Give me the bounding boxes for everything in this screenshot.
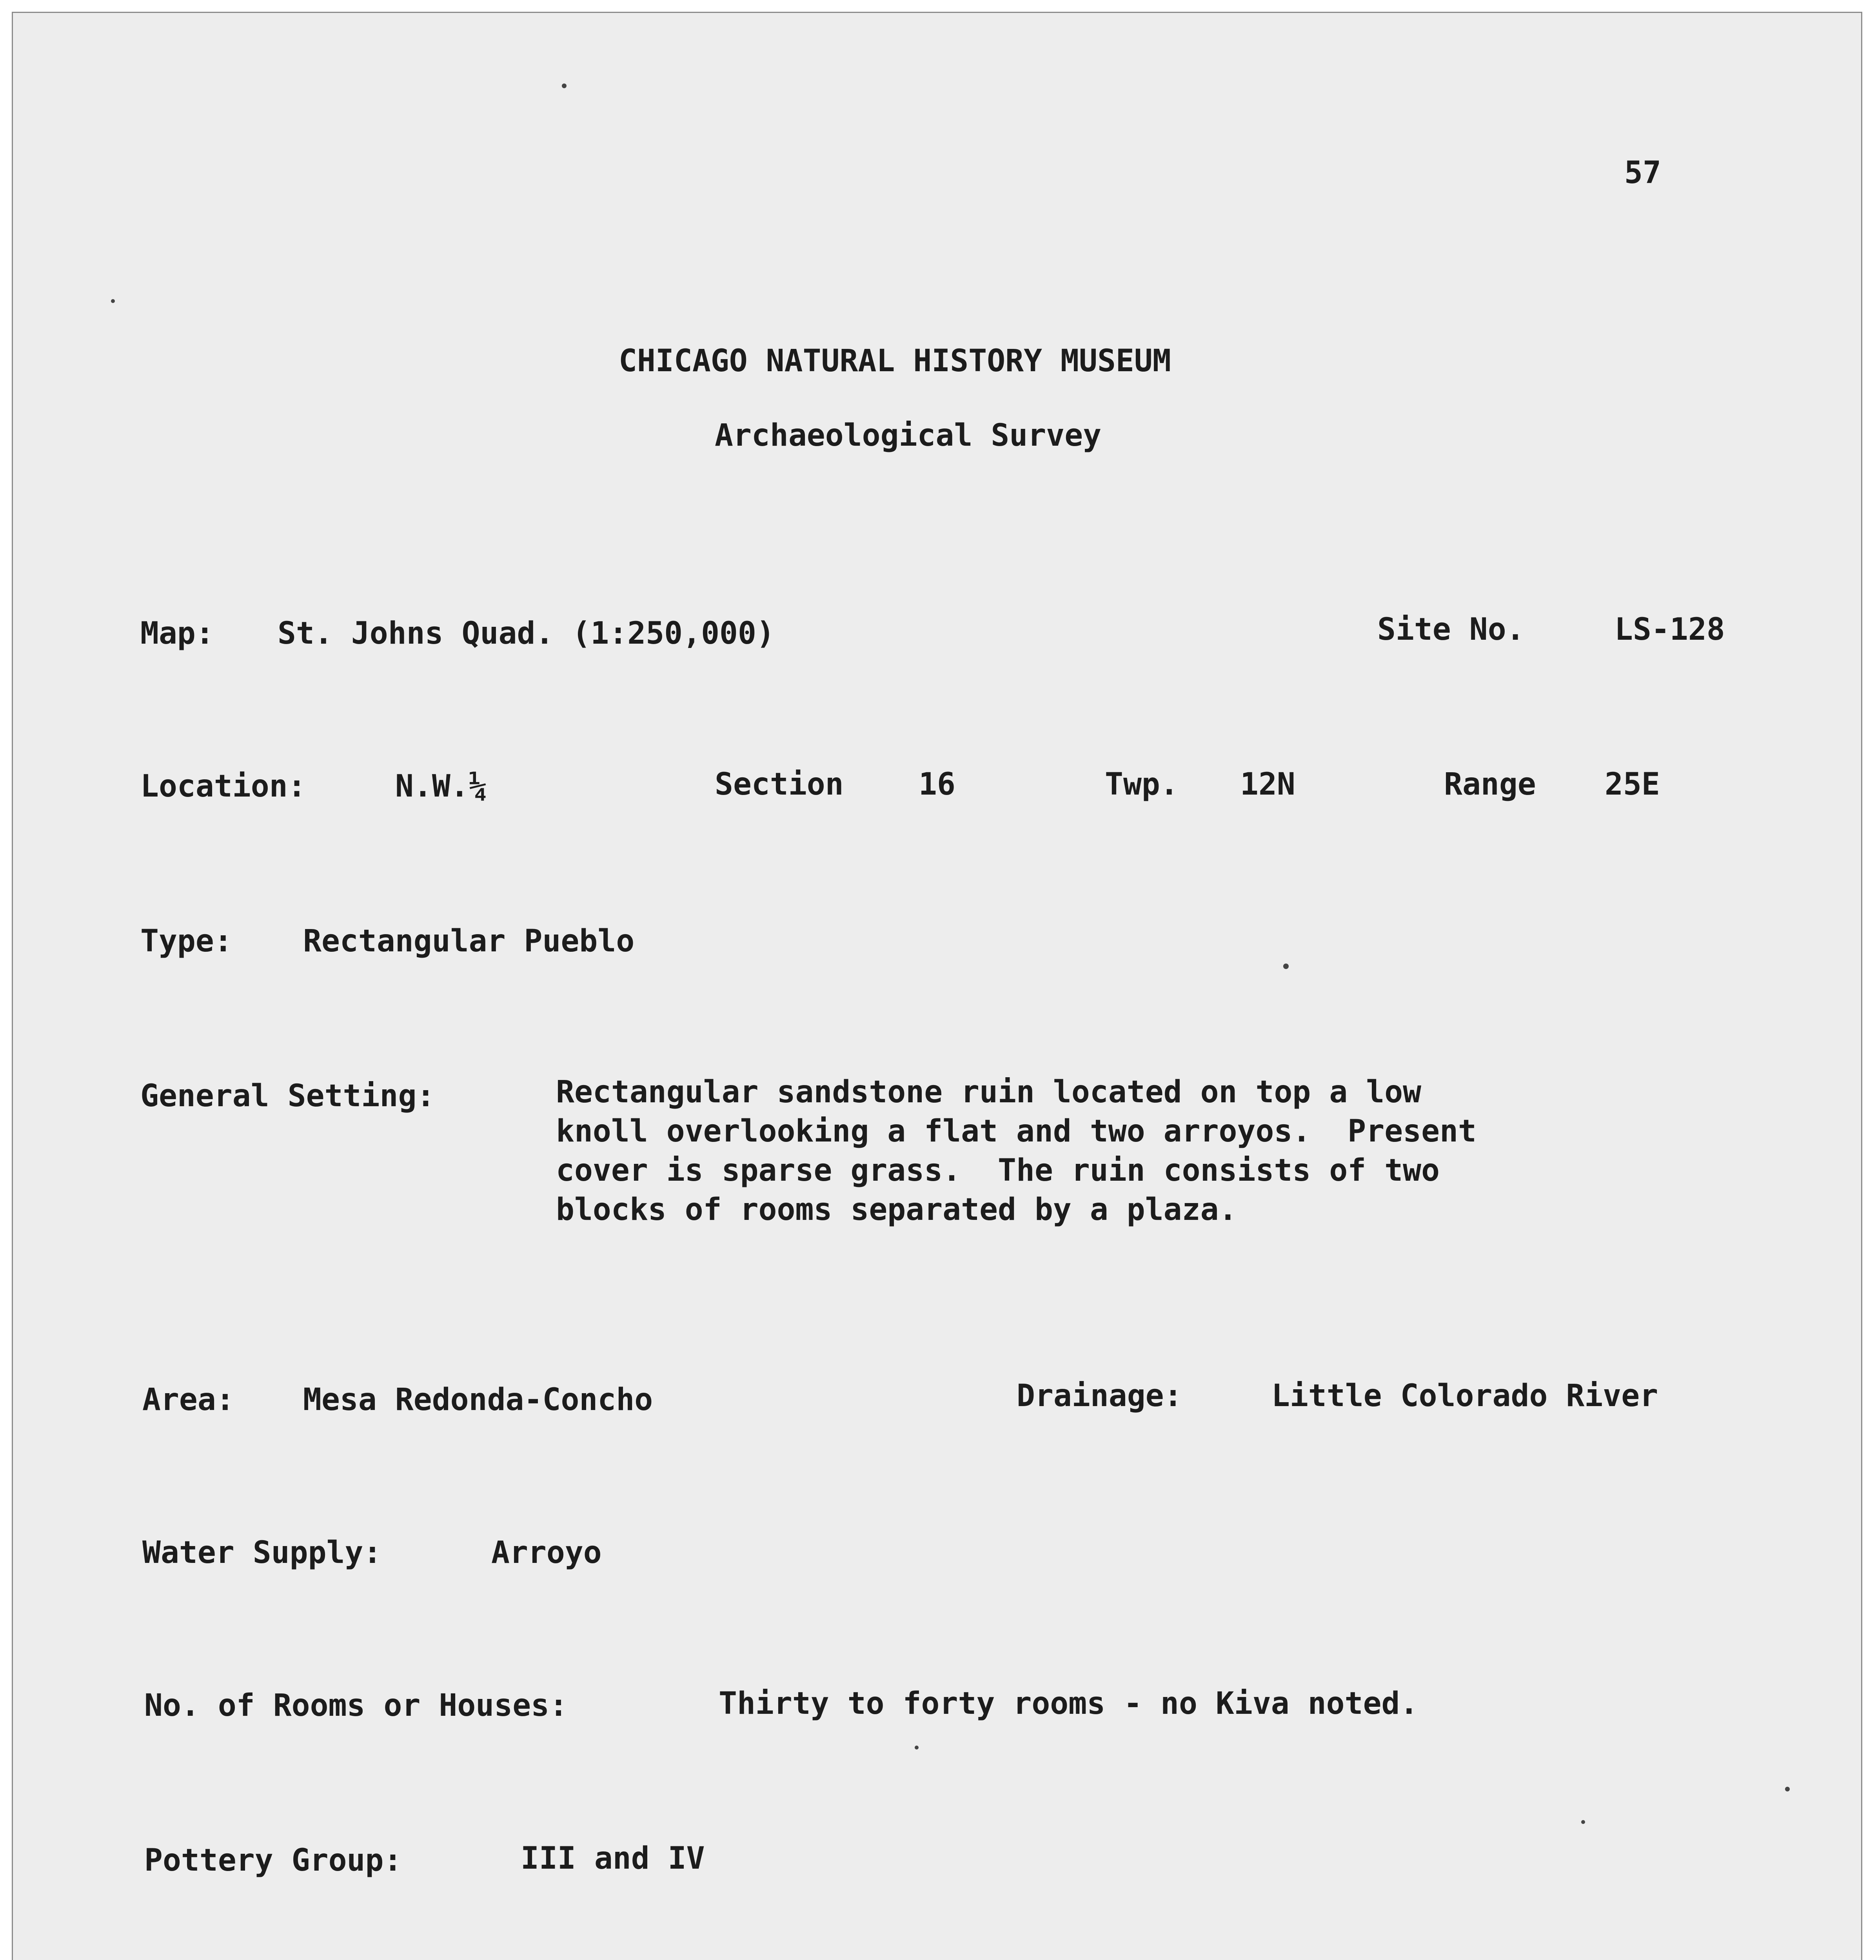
- map-value: St. Johns Quad. (1:250,000): [278, 616, 775, 651]
- water-supply-value: Arroyo: [491, 1535, 602, 1570]
- general-setting-line-2: knoll overlooking a flat and two arroyos. Present: [556, 1114, 1476, 1149]
- drainage-value: Little Colorado River: [1271, 1378, 1658, 1414]
- pottery-label: Pottery Group:: [144, 1843, 402, 1878]
- rooms-label: No. of Rooms or Houses:: [144, 1688, 568, 1723]
- section-label: Section: [715, 767, 844, 802]
- document-page: [12, 12, 1862, 1960]
- area-value: Mesa Redonda-Concho: [303, 1382, 653, 1417]
- paper-speck: [111, 299, 115, 303]
- twp-label: Twp.: [1105, 767, 1179, 802]
- drainage-label: Drainage:: [1017, 1378, 1182, 1414]
- location-label: Location:: [140, 769, 306, 804]
- type-value: Rectangular Pueblo: [303, 924, 635, 959]
- site-no-value: LS-128: [1614, 612, 1725, 647]
- paper-speck: [1283, 964, 1289, 969]
- paper-speck: [562, 83, 567, 88]
- rooms-value: Thirty to forty rooms - no Kiva noted.: [719, 1686, 1418, 1721]
- water-supply-label: Water Supply:: [142, 1535, 382, 1570]
- range-label: Range: [1444, 767, 1536, 802]
- survey-title: Archaeological Survey: [715, 418, 1102, 453]
- type-label: Type:: [140, 924, 232, 959]
- paper-speck: [1785, 1787, 1790, 1791]
- pottery-value: III and IV: [521, 1841, 705, 1876]
- general-setting-label: General Setting:: [140, 1078, 435, 1114]
- area-label: Area:: [142, 1382, 234, 1417]
- range-value: 25E: [1605, 767, 1660, 802]
- site-no-label: Site No.: [1377, 612, 1525, 647]
- twp-value: 12N: [1240, 767, 1295, 802]
- section-value: 16: [919, 767, 955, 802]
- general-setting-line-1: Rectangular sandstone ruin located on top a low: [556, 1074, 1422, 1110]
- location-value: N.W.¼: [395, 769, 487, 804]
- institution-title: CHICAGO NATURAL HISTORY MUSEUM: [619, 343, 1171, 379]
- general-setting-line-4: blocks of rooms separated by a plaza.: [556, 1192, 1237, 1227]
- paper-speck: [1581, 1820, 1585, 1824]
- general-setting-line-3: cover is sparse grass. The ruin consists of two: [556, 1153, 1440, 1188]
- map-label: Map:: [140, 616, 214, 651]
- page-number: 57: [1624, 155, 1661, 191]
- paper-speck: [915, 1746, 919, 1749]
